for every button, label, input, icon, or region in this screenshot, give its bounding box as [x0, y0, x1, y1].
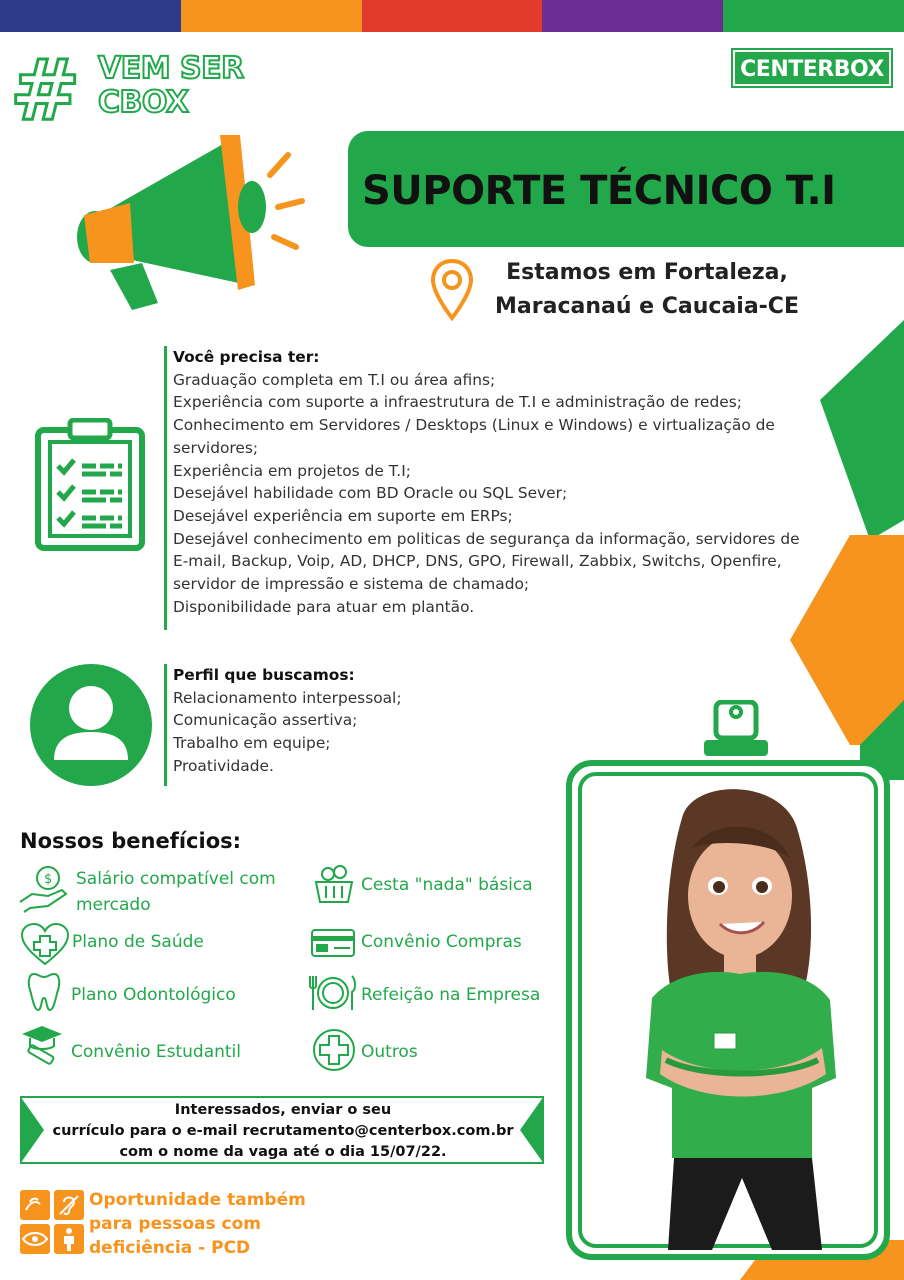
badge-clip-icon — [700, 700, 772, 760]
card-icon — [310, 928, 356, 958]
pcd-line3: deficiência - PCD — [89, 1238, 251, 1258]
benefit-student: Convênio Estudantil — [71, 1042, 241, 1062]
benefits-heading: Nossos benefícios: — [20, 829, 242, 853]
profile-item: Comunicação assertiva; — [173, 711, 358, 730]
benefit-health: Plano de Saúde — [72, 932, 204, 952]
checklist-clipboard-icon — [34, 418, 146, 552]
requirement-item: Conhecimento em Servidores / Desktops (Linux e Windows) e virtualização de — [173, 416, 775, 435]
requirement-item: servidores; — [173, 438, 259, 457]
job-title-banner — [348, 131, 904, 247]
benefit-salary-line1: Salário compatível com — [76, 869, 276, 889]
centerbox-logo: CENTERBOX — [733, 50, 891, 86]
job-title: SUPORTE TÉCNICO T.I — [362, 168, 836, 214]
benefit-meal: Refeição na Empresa — [361, 985, 541, 1005]
benefit-others: Outros — [361, 1042, 418, 1062]
requirement-item: Disponibilidade para atuar em plantão. — [173, 597, 475, 616]
arrow-left-decoration — [20, 1096, 44, 1164]
location-pin-icon — [430, 258, 474, 322]
requirement-item: Desejável conhecimento em politicas de segurança da informação, servidores de — [173, 529, 800, 548]
benefit-basket: Cesta "nada" básica — [361, 875, 533, 895]
graduation-cap-icon — [20, 1022, 64, 1066]
salary-hand-money-icon — [18, 862, 72, 914]
arrow-right-decoration — [520, 1096, 544, 1164]
accessibility-icons — [20, 1190, 84, 1258]
id-badge-frame — [566, 760, 890, 1260]
profile-item: Relacionamento interpessoal; — [173, 688, 402, 707]
pcd-text — [89, 1188, 306, 1260]
location-line2: Maracanaú e Caucaia-CE — [495, 294, 799, 319]
benefit-shopping: Convênio Compras — [361, 932, 522, 952]
plus-circle-icon — [312, 1028, 356, 1072]
top-color-bar — [0, 0, 904, 32]
hashtag-text — [98, 52, 244, 120]
requirement-item: Desejável experiência em suporte em ERPs; — [173, 506, 513, 525]
hearing-icon — [54, 1190, 84, 1220]
requirements-heading: Você precisa ter: — [173, 348, 320, 366]
apply-text — [48, 1100, 518, 1163]
bar-blue — [0, 0, 181, 32]
profile-item: Trabalho em equipe; — [173, 734, 331, 753]
bar-red — [362, 0, 543, 32]
apply-line2: currículo para o e-mail recrutamento@centerbox.com.br — [52, 1123, 514, 1139]
requirement-item: E-mail, Backup, Voip, AD, DHCP, DNS, GPO, Firewall, Zabbix, Switchs, Openfire, — [173, 552, 782, 571]
requirements-section — [164, 346, 814, 630]
hashtag-vem-ser-cbox — [10, 41, 250, 139]
svg-text:$: $ — [44, 872, 53, 887]
person-icon — [54, 1224, 84, 1254]
requirement-item: Graduação completa em T.I ou área afins; — [173, 370, 496, 389]
location-text — [482, 256, 812, 324]
sign-language-icon — [20, 1190, 50, 1220]
pcd-line2: para pessoas com — [89, 1214, 262, 1234]
requirement-item: Experiência com suporte a infraestrutura de T.I e administração de redes; — [173, 393, 742, 412]
bar-orange — [181, 0, 362, 32]
benefit-salary — [76, 866, 276, 918]
bar-purple — [542, 0, 723, 32]
megaphone-icon — [70, 135, 310, 315]
health-heart-icon — [20, 922, 70, 966]
meal-plate-icon — [308, 972, 358, 1014]
requirement-item: Experiência em projetos de T.I; — [173, 461, 411, 480]
apply-line3: com o nome da vaga até o dia 15/07/22. — [119, 1144, 447, 1160]
bar-green — [723, 0, 904, 32]
requirement-item: Desejável habilidade com BD Oracle ou SQL Sever; — [173, 484, 568, 503]
benefit-salary-line2: mercado — [76, 895, 151, 915]
profile-section — [164, 664, 524, 786]
benefit-dental: Plano Odontológico — [71, 985, 236, 1005]
profile-item: Proatividade. — [173, 756, 274, 775]
hashtag-line1: VEM SER — [98, 51, 244, 86]
vision-icon — [20, 1224, 50, 1254]
location — [430, 256, 830, 328]
apply-instructions-box — [20, 1096, 544, 1164]
tooth-icon — [26, 972, 62, 1012]
pcd-line1: Oportunidade também — [89, 1190, 306, 1210]
hash-symbol-icon: # — [10, 41, 81, 139]
hashtag-line2: CBOX — [98, 85, 189, 120]
apply-line1: Interessados, enviar o seu — [174, 1102, 392, 1118]
profile-heading: Perfil que buscamos: — [173, 666, 355, 684]
grocery-basket-icon — [312, 862, 356, 906]
avatar-illustration — [612, 778, 852, 1250]
location-line1: Estamos em Fortaleza, — [506, 260, 788, 285]
requirement-item: servidor de impressão e sistema de chamado; — [173, 575, 530, 594]
user-profile-icon — [30, 664, 152, 786]
